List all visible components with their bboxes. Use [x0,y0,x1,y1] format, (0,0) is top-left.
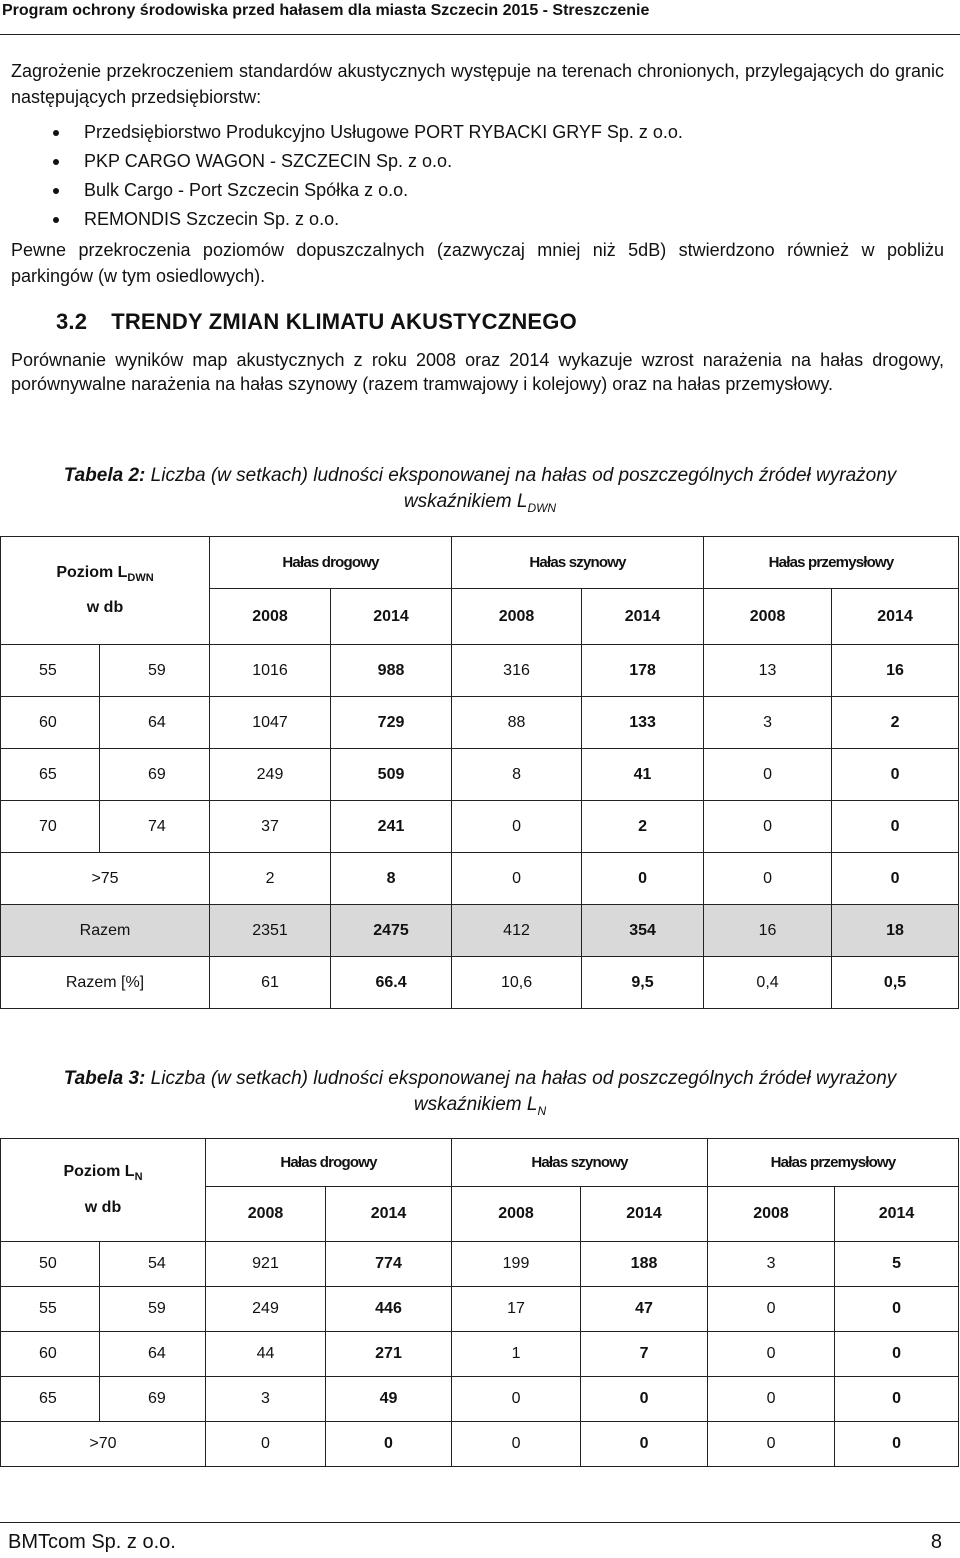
year-header: 2008 [708,1187,835,1242]
year-header: 2014 [832,589,959,645]
year-header: 2014 [581,1187,708,1242]
section-title: TRENDY ZMIAN KLIMATU AKUSTYCZNEGO [111,309,577,334]
table-row: 70 74 37 241 0 2 0 0 [1,801,959,853]
source-header-industry: Hałas przemysłowy [704,537,959,589]
table-row: 60 64 44 271 1 7 0 0 [1,1332,959,1377]
source-header-road: Hałas drogowy [210,537,452,589]
table2-caption-label: Tabela 2: [63,465,146,486]
document-title: Program ochrony środowiska przed hałasem dla miasta Szczecin 2015 - Streszczenie [2,2,650,19]
year-header: 2008 [452,589,582,645]
table3 [0,1138,959,1467]
list-item: PKP CARGO WAGON - SZCZECIN Sp. z o.o. [84,147,683,176]
table2-caption: Tabela 2: Liczba (w setkach) ludności eksponowanej na hałas od poszczególnych źródeł wyrażony wskaźnikiem $L_{DWN}$ [63,465,897,515]
footer-company: BMTcom Sp. z o.o. [8,1531,176,1553]
year-header: 2008 [452,1187,581,1242]
table3-caption-label: Tabela 3: [63,1068,146,1089]
level-header: Poziom $L_{DWN}$ w db [1,537,210,645]
section-number: 3.2 [56,309,88,334]
year-header: 2008 [210,589,331,645]
source-header-rail: Hałas szynowy [452,1139,708,1187]
year-header: 2014 [582,589,704,645]
table-row: 55 59 249 446 17 47 0 0 [1,1287,959,1332]
source-header-road: Hałas drogowy [206,1139,452,1187]
table-row: 65 69 3 49 0 0 0 0 [1,1377,959,1422]
list-item: Bulk Cargo - Port Szczecin Spółka z o.o. [84,176,683,205]
table-row: 55 59 1016 988 316 178 13 16 [1,645,959,697]
source-header-rail: Hałas szynowy [452,537,704,589]
table-row: >75 2 8 0 0 0 0 [1,853,959,905]
year-header: 2014 [331,589,452,645]
list-item: Przedsiębiorstwo Produkcyjno Usługowe PORT RYBACKI GRYF Sp. z o.o. [84,118,683,147]
company-list [84,118,683,234]
page-header [0,0,960,35]
bullet-icon [53,188,59,194]
intro-paragraph: Zagrożenie przekroczeniem standardów akustycznych występuje na terenach chronionych, przylegających do granic następujących przedsiębiorstw: [11,61,944,107]
year-header: 2014 [326,1187,452,1242]
table-row: >70 0 0 0 0 0 0 [1,1422,959,1467]
year-header: 2008 [704,589,832,645]
source-header-industry: Hałas przemysłowy [708,1139,959,1187]
table2 [0,536,959,1009]
table-row: 65 69 249 509 8 41 0 0 [1,749,959,801]
bullet-icon [53,159,59,165]
year-header: 2014 [835,1187,959,1242]
year-header: 2008 [206,1187,326,1242]
page-number: 8 [930,1531,942,1553]
section-heading [56,309,577,335]
table-row-percent: Razem [%] 61 66.4 10,6 9,5 0,4 0,5 [1,957,959,1009]
note-paragraph: Pewne przekroczenia poziomów dopuszczalnych (zazwyczaj mniej niż 5dB) stwierdzono również w pobliżu parkingów (w tym osiedlowych). [11,240,944,286]
table-row: 50 54 921 774 199 188 3 5 [1,1242,959,1287]
bullet-icon [53,130,59,136]
section-paragraph: Porównanie wyników map akustycznych z roku 2008 oraz 2014 wykazuje wzrost narażenia na hałas drogowy, porównywalne narażenia na hałas szynowy (razem tramwajowy i kolejowy) oraz na hałas przemysłowy. [11,350,944,394]
table3-caption: Tabela 3: Liczba (w setkach) ludności eksponowanej na hałas od poszczególnych źródeł wyrażony wskaźnikiem $L_N$ [63,1068,897,1118]
page-footer [0,1522,960,1558]
table-row-total: Razem 2351 2475 412 354 16 18 [1,905,959,957]
bullet-icon [53,217,59,223]
list-item: REMONDIS Szczecin Sp. z o.o. [84,205,683,234]
table-row: 60 64 1047 729 88 133 3 2 [1,697,959,749]
level-header: Poziom $L_N$ w db [1,1139,206,1242]
